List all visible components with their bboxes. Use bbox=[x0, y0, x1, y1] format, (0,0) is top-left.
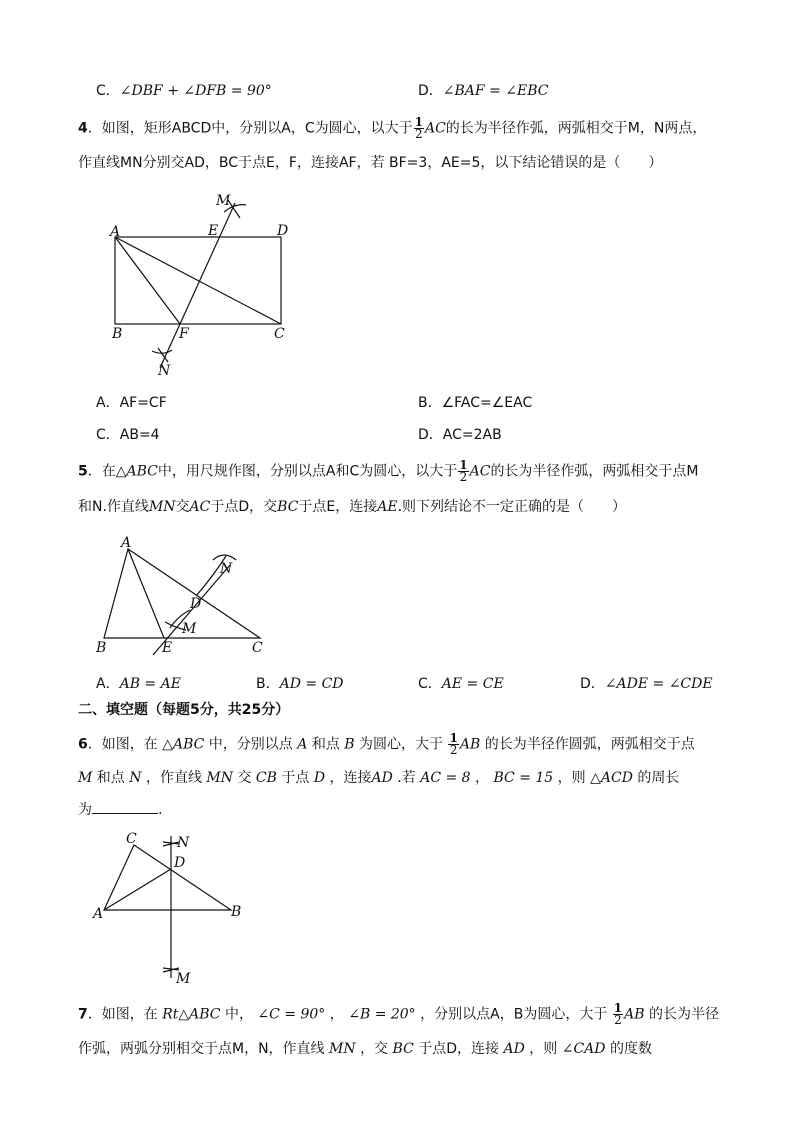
q5-option-a-label: A． bbox=[96, 676, 120, 692]
q4-number: 4 bbox=[78, 120, 88, 137]
q3-option-c-text: ∠DBF + ∠DFB = 90° bbox=[119, 83, 272, 99]
q7-l2-bc: BC bbox=[392, 1041, 414, 1057]
q7-l2-d: ，则 bbox=[529, 1041, 558, 1057]
q6-l2-h: ，则 bbox=[557, 770, 586, 786]
q7-frac-den: 2 bbox=[614, 1013, 622, 1027]
q7-line1 bbox=[78, 1003, 719, 1026]
q7-l2-e: 的度数 bbox=[609, 1041, 652, 1057]
q4-label-n: N bbox=[158, 363, 171, 379]
q7-text-e: 的长为半径 bbox=[649, 1006, 719, 1023]
q6-l2-n: N bbox=[129, 770, 142, 786]
q6-l3-b: . bbox=[158, 802, 163, 818]
q6-text-e: 的长为半径作圆弧，两弧相交于点 bbox=[484, 736, 695, 753]
section-heading: 二、填空题（每题5分，共25分） bbox=[78, 702, 290, 718]
q5-text-2a: 和N.作直线 bbox=[78, 499, 149, 515]
q5-text-2b: 交 bbox=[175, 499, 190, 515]
q4-frac-num: 1 bbox=[414, 115, 423, 129]
q5-ac: AC bbox=[189, 499, 211, 515]
q5-label-e: E bbox=[162, 640, 173, 656]
q4-option-c: C．AB=4 bbox=[96, 427, 160, 443]
q6-l2-m: M bbox=[78, 770, 93, 786]
q6-l2-ac: AC = 8 bbox=[420, 770, 471, 786]
q4-label-f: F bbox=[179, 326, 189, 342]
q4-label-e: E bbox=[208, 223, 219, 239]
q5-option-d-text: ∠ADE = ∠CDE bbox=[604, 676, 713, 692]
q7-l2-b: ，交 bbox=[360, 1041, 389, 1057]
q4-text-1b: 的长为半径作弧，两弧相交于M，N两点， bbox=[445, 120, 707, 137]
q7-frac-num: 1 bbox=[613, 1001, 623, 1015]
q7-text-c: ， bbox=[329, 1006, 344, 1023]
q4-label-a: A bbox=[110, 224, 121, 240]
q7-ang-c: ∠C = 90° bbox=[257, 1006, 326, 1023]
q6-label-d: D bbox=[174, 855, 186, 871]
q6-l2-acd: △ACD bbox=[590, 770, 633, 786]
q4-label-d: D bbox=[277, 223, 289, 239]
q5-frac-num: 1 bbox=[459, 458, 468, 472]
q5-text-1a: ．在 bbox=[87, 463, 116, 480]
q6-l3-a: 为 bbox=[78, 802, 92, 818]
q5-text-1c: 的长为半径作弧，两弧相交于点M bbox=[490, 463, 699, 480]
q5-label-n: N bbox=[220, 561, 233, 577]
q7-text-d: ，分别以点A，B为圆心，大于 bbox=[420, 1006, 608, 1023]
q6-l2-b: ，作直线 bbox=[145, 770, 202, 786]
q6-label-c: C bbox=[126, 831, 137, 847]
q6-l2-bc: BC = 15 bbox=[493, 770, 554, 786]
q7-l2-a: 作弧，两弧分别相交于点M，N，作直线 bbox=[78, 1041, 325, 1057]
q6-number: 6 bbox=[78, 736, 88, 753]
q5-label-b: B bbox=[96, 640, 107, 656]
q6-frac-num: 1 bbox=[449, 731, 458, 745]
q5-bc: BC bbox=[277, 499, 299, 515]
q7-l2-cad: ∠CAD bbox=[561, 1041, 606, 1057]
q6-text-b: 中，分别以点 bbox=[208, 736, 293, 753]
q3-option-c-label: C． bbox=[96, 83, 120, 99]
q5-mn: MN bbox=[148, 499, 176, 515]
q7-l2-ad: AD bbox=[503, 1041, 525, 1057]
q5-tri: △ABC bbox=[115, 463, 158, 480]
q7-l2-mn: MN bbox=[329, 1041, 356, 1057]
q4-option-d: D．AC=2AB bbox=[418, 427, 502, 443]
q4-option-b: B．∠FAC=∠EAC bbox=[418, 395, 533, 411]
q6-l2-ad: AD bbox=[371, 770, 393, 786]
q4-frac-den: 2 bbox=[414, 127, 423, 141]
q5-frac-den: 2 bbox=[459, 470, 468, 484]
q6-l2-g: ， bbox=[475, 770, 490, 786]
q7-ang-b: ∠B = 20° bbox=[348, 1006, 416, 1023]
q6-label-a: A bbox=[93, 906, 104, 922]
q4-label-c: C bbox=[274, 326, 285, 342]
q5-frac-var: AC bbox=[469, 463, 491, 480]
q6-text-c: 和点 bbox=[311, 736, 340, 753]
q6-l2-cb: CB bbox=[255, 770, 277, 786]
q6-tri: △ABC bbox=[162, 736, 205, 753]
q4-frac-var: AC bbox=[424, 120, 446, 137]
q6-l2-i: 的周长 bbox=[637, 770, 680, 786]
q6-l2-mn: MN bbox=[206, 770, 233, 786]
q5-label-c: C bbox=[252, 640, 263, 656]
q6-label-m: M bbox=[176, 971, 191, 987]
q5-option-b-text: AD = CD bbox=[279, 676, 344, 692]
q5-number: 5 bbox=[78, 463, 88, 480]
q6-l2-e: ，连接 bbox=[329, 770, 372, 786]
q5-text-2d: 于点E，连接 bbox=[298, 499, 378, 515]
q6-l2-d: 于点 bbox=[281, 770, 310, 786]
q6-label-b: B bbox=[231, 904, 242, 920]
q5-option-c-text: AE = CE bbox=[441, 676, 504, 692]
q4-label-b: B bbox=[112, 326, 123, 342]
q7-text-a: ．如图，在 bbox=[87, 1006, 158, 1023]
q7-fraction bbox=[613, 1003, 623, 1026]
q6-l2-pd: D bbox=[313, 770, 326, 786]
q6-text-a: ．如图，在 bbox=[87, 736, 158, 753]
q4-text-1a: ．如图，矩形ABCD中，分别以A，C为圆心，以大于 bbox=[87, 120, 413, 137]
q5-option-a-text: AB = AE bbox=[119, 676, 181, 692]
q5-text-1b: 中，用尺规作图，分别以点A和C为圆心，以大于 bbox=[157, 463, 458, 480]
q7-line2 bbox=[78, 1039, 652, 1059]
q3-option-d-text: ∠BAF = ∠EBC bbox=[442, 83, 549, 99]
q5-label-a: A bbox=[121, 535, 132, 551]
q5-option-b-label: B． bbox=[256, 676, 280, 692]
q7-text-b: 中， bbox=[224, 1006, 253, 1023]
q7-frac-var: AB bbox=[624, 1006, 645, 1023]
q7-l2-c: 于点D，连接 bbox=[418, 1041, 500, 1057]
q6-triangle bbox=[104, 845, 231, 910]
q4-option-a: A．AF=CF bbox=[96, 395, 167, 411]
q6-frac-var: AB bbox=[459, 736, 481, 753]
q6-point-b: B bbox=[344, 736, 355, 753]
q6-text-d: 为圆心，大于 bbox=[359, 736, 444, 753]
q4-label-m: M bbox=[216, 193, 231, 209]
q5-text-2e: .则下列结论不一定正确的是（ ） bbox=[397, 499, 627, 515]
q4-line2: 作直线MN分别交AD，BC于点E，F，连接AF，若 BF=3，AE=5，以下结论错误的是（ ） bbox=[78, 155, 663, 171]
q5-option-c-label: C． bbox=[418, 676, 442, 692]
q7-number: 7 bbox=[78, 1006, 88, 1023]
q6-point-a: A bbox=[297, 736, 308, 753]
q6-l2-a: 和点 bbox=[96, 770, 125, 786]
q6-l2-c: 交 bbox=[237, 770, 252, 786]
q6-frac-den: 2 bbox=[449, 743, 458, 757]
q6-l2-f: .若 bbox=[397, 770, 416, 786]
q5-ae: AE bbox=[377, 499, 398, 515]
q3-option-d-label: D． bbox=[418, 83, 443, 99]
q6-label-n: N bbox=[177, 835, 190, 851]
q5-text-2c: 于点D，交 bbox=[210, 499, 278, 515]
q5-option-d-label: D． bbox=[580, 676, 605, 692]
q5-label-d: D bbox=[190, 596, 202, 612]
q5-label-m: M bbox=[182, 621, 197, 637]
q7-rt: Rt△ABC bbox=[162, 1006, 221, 1023]
